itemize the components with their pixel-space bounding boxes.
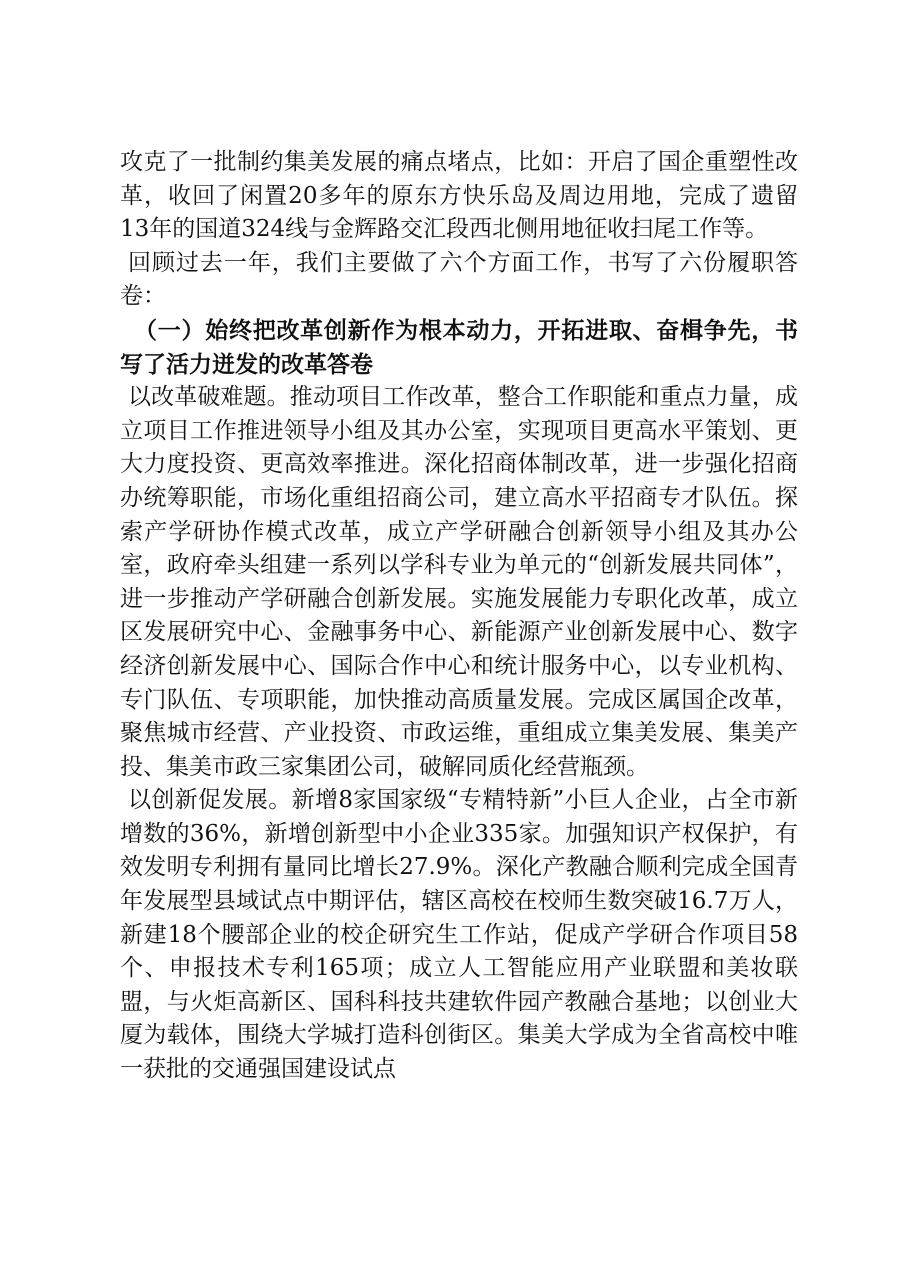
reform-paragraph: 以改革破难题。推动项目工作改革，整合工作职能和重点力量，成立项目工作推进领导小组及其办公室，实现项目更高水平策划、更大力度投资、更高效率推进。深化招商体制改革，进一步强化招商办统筹职能，市场化重组招商公司，建立高水平招商专才队伍。探索产学研协作模式改革，成立产学研融合创新领导小组及其办公室，政府牵头组建一系列以学科专业为单元的“创新发展共同体”，进一步推动产学研融合创新发展。实施发展能力专职化改革，成立区发展研究中心、金融事务中心、新能源产业创新发展中心、数字经济创新发展中心、国际合作中心和统计服务中心，以专业机构、专门队伍、专项职能，加快推动高质量发展。完成区属国企改革，聚焦城市经营、产业投资、市政运维，重组成立集美发展、集美产投、集美市政三家集团公司，破解同质化经营瓶颈。 [120,384,798,780]
review-paragraph: 回顾过去一年，我们主要做了六个方面工作，书写了六份履职答卷： [120,249,798,310]
section-heading: （一）始终把改革创新作为根本动力，开拓进取、奋楫争先，书写了活力迸发的改革答卷 [120,316,798,378]
innovation-paragraph: 以创新促发展。新增8家国家级“专精特新”小巨人企业，占全市新增数的36%，新增创新型中小企业335家。加强知识产权保护，有效发明专利拥有量同比增长27.9%。深化产教融合顺利完成全国青年发展型县域试点中期评估，辖区高校在校师生数突破16.7万人，新建18个腰部企业的校企研究生工作站，促成产学研合作项目58个、申报技术专利165项；成立人工智能应用产业联盟和美妆联盟，与火炬高新区、国科科技共建软件园产教融合基地；以创业大厦为载体，围绕大学城打造科创街区。集美大学成为全省高校中唯一获批的交通强国建设试点 [120,787,798,1083]
document-page [120,146,798,1087]
intro-paragraph: 攻克了一批制约集美发展的痛点堵点，比如：开启了国企重塑性改革，收回了闲置20多年的原东方快乐岛及周边用地，完成了遗留13年的国道324线与金辉路交汇段西北侧用地征收扫尾工作等。 [120,149,798,243]
